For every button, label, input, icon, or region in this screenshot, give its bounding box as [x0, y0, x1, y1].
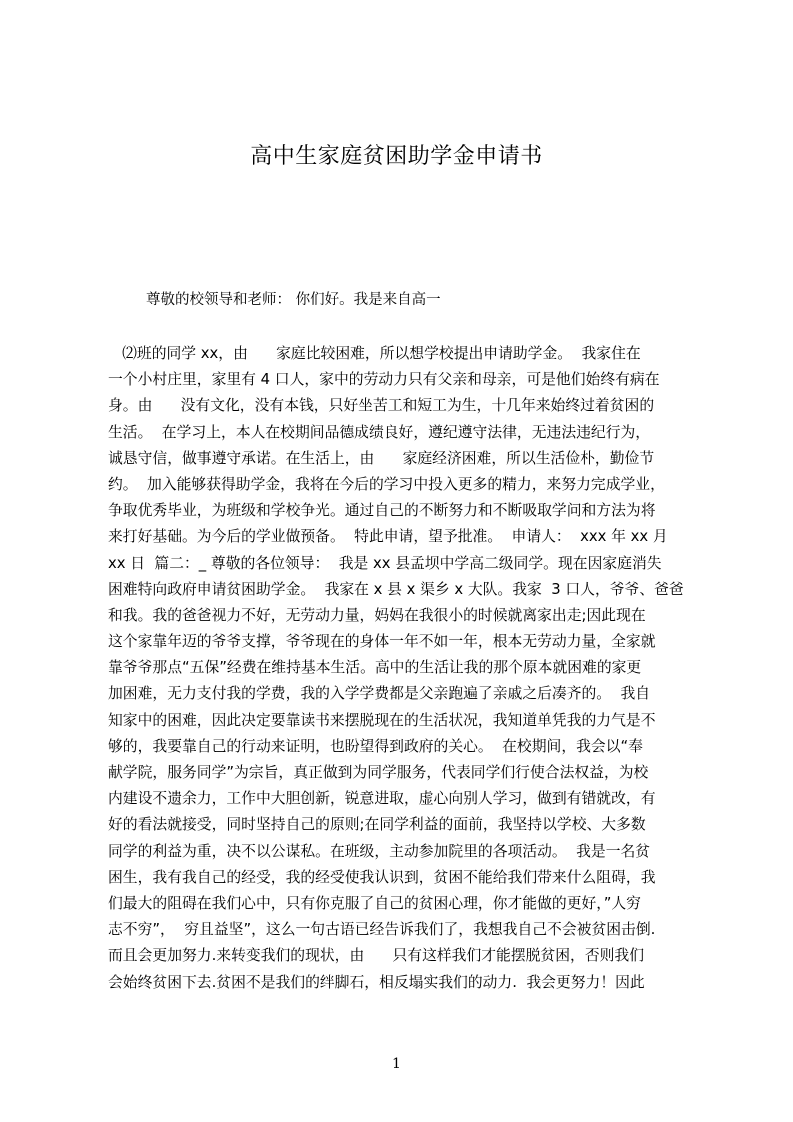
text-line: 争取优秀毕业，为班级和学校争光。通过自己的不断努力和不断吸取学问和方法为将 — [108, 502, 656, 520]
text-line: 生活。 在学习上，本人在校期间品德成绩良好，遵纪遵守法律，无违法违纪行为， — [108, 423, 651, 441]
text-line: 够的，我要靠自己的行动来证明，也盼望得到政府的关心。 在校期间，我会以“奉 — [108, 737, 643, 755]
text-line: 们最大的阻碍在我们心中，只有你克服了自己的贫困心理，你才能做的更好，”人穷 — [108, 894, 641, 912]
text-line: 和我。我的爸爸视力不好，无劳动力量，妈妈在我很小的时候就离家出走;因此现在 — [108, 606, 646, 624]
text-line: 诚恳守信，做事遵守承诺。在生活上，由 家庭经济困难，所以生活俭朴，勤俭节 — [108, 449, 655, 467]
text-line: ⑵班的同学 xx，由 家庭比较困难，所以想学校提出申请助学金。 我家住在 — [108, 345, 641, 362]
text-line: 身。由 没有文化，没有本钱，只好坐苦工和短工为生，十几年来始终过着贫困的 — [108, 397, 655, 415]
document-title: 高中生家庭贫困助学金申请书 — [250, 144, 543, 169]
text-line: 靠爷爷那点“五保”经费在维持基本生活。高中的生活让我的那个原本就困难的家更 — [108, 659, 642, 677]
text-line: 而且会更加努力.来转变我们的现状，由 只有这样我们才能摆脱贫困，否则我们 — [108, 947, 645, 965]
text-line: 会始终贫困下去.贫困不是我们的绊脚石，相反塌实我们的动力. 我会更努力！因此 — [108, 973, 645, 991]
text-line: 困生，我有我自己的经受，我的经受使我认识到，贫困不能给我们带来什么阻碍，我 — [108, 868, 656, 886]
text-line: 来打好基础。为今后的学业做预备。 特此申请，望予批准。 申请人： xxx 年 xx 月 — [108, 528, 668, 546]
text-line: 加困难，无力支付我的学费，我的入学学费都是父亲跑遍了亲戚之后凑齐的。 我自 — [108, 685, 651, 703]
body-paragraph — [108, 341, 700, 996]
text-line: 困难特向政府申请贫困助学金。 我家在 x 县 x 渠乡 x 大队。我家 3 口人，爷爷、爸爸 — [108, 580, 684, 598]
text-line: 同学的利益为重，决不以公谋私。在班级，主动参加院里的各项活动。 我是一名贫 — [108, 842, 651, 860]
text-line: 知家中的困难，因此决定要靠读书来摆脱现在的生活状况，我知道单凭我的力气是不 — [108, 711, 656, 729]
salutation-line: 尊敬的校领导和老师： 你们好。我是来自高一 — [146, 292, 441, 308]
text-line: 志不穷”， 穷且益坚”，这么一句古语已经告诉我们了，我想我自己不会被贫困击倒. — [108, 921, 656, 939]
text-line: 这个家靠年迈的爷爷支撑，爷爷现在的身体一年不如一年，根本无劳动力量，全家就 — [108, 633, 656, 651]
text-line: 献学院，服务同学”为宗旨，真正做到为同学服务，代表同学们行使合法权益，为校 — [108, 764, 649, 781]
page-number: 1 — [392, 1056, 401, 1072]
text-line: xx 日 篇二：_ 尊敬的各位领导： 我是 xx 县孟坝中学高二级同学。现在因家庭消失 — [108, 554, 662, 572]
text-line: 内建设不遗余力，工作中大胆创新，锐意进取，虚心向别人学习，做到有错就改，有 — [108, 790, 656, 808]
text-line: 好的看法就接受，同时坚持自己的原则;在同学利益的面前，我坚持以学校、大多数 — [108, 816, 646, 834]
text-line: 约。 加入能够获得助学金，我将在今后的学习中投入更多的精力，来努力完成学业， — [108, 475, 665, 493]
text-line: 一个小村庄里，家里有 4 口人，家中的劳动力只有父亲和母亲，可是他们始终有病在 — [108, 371, 660, 389]
